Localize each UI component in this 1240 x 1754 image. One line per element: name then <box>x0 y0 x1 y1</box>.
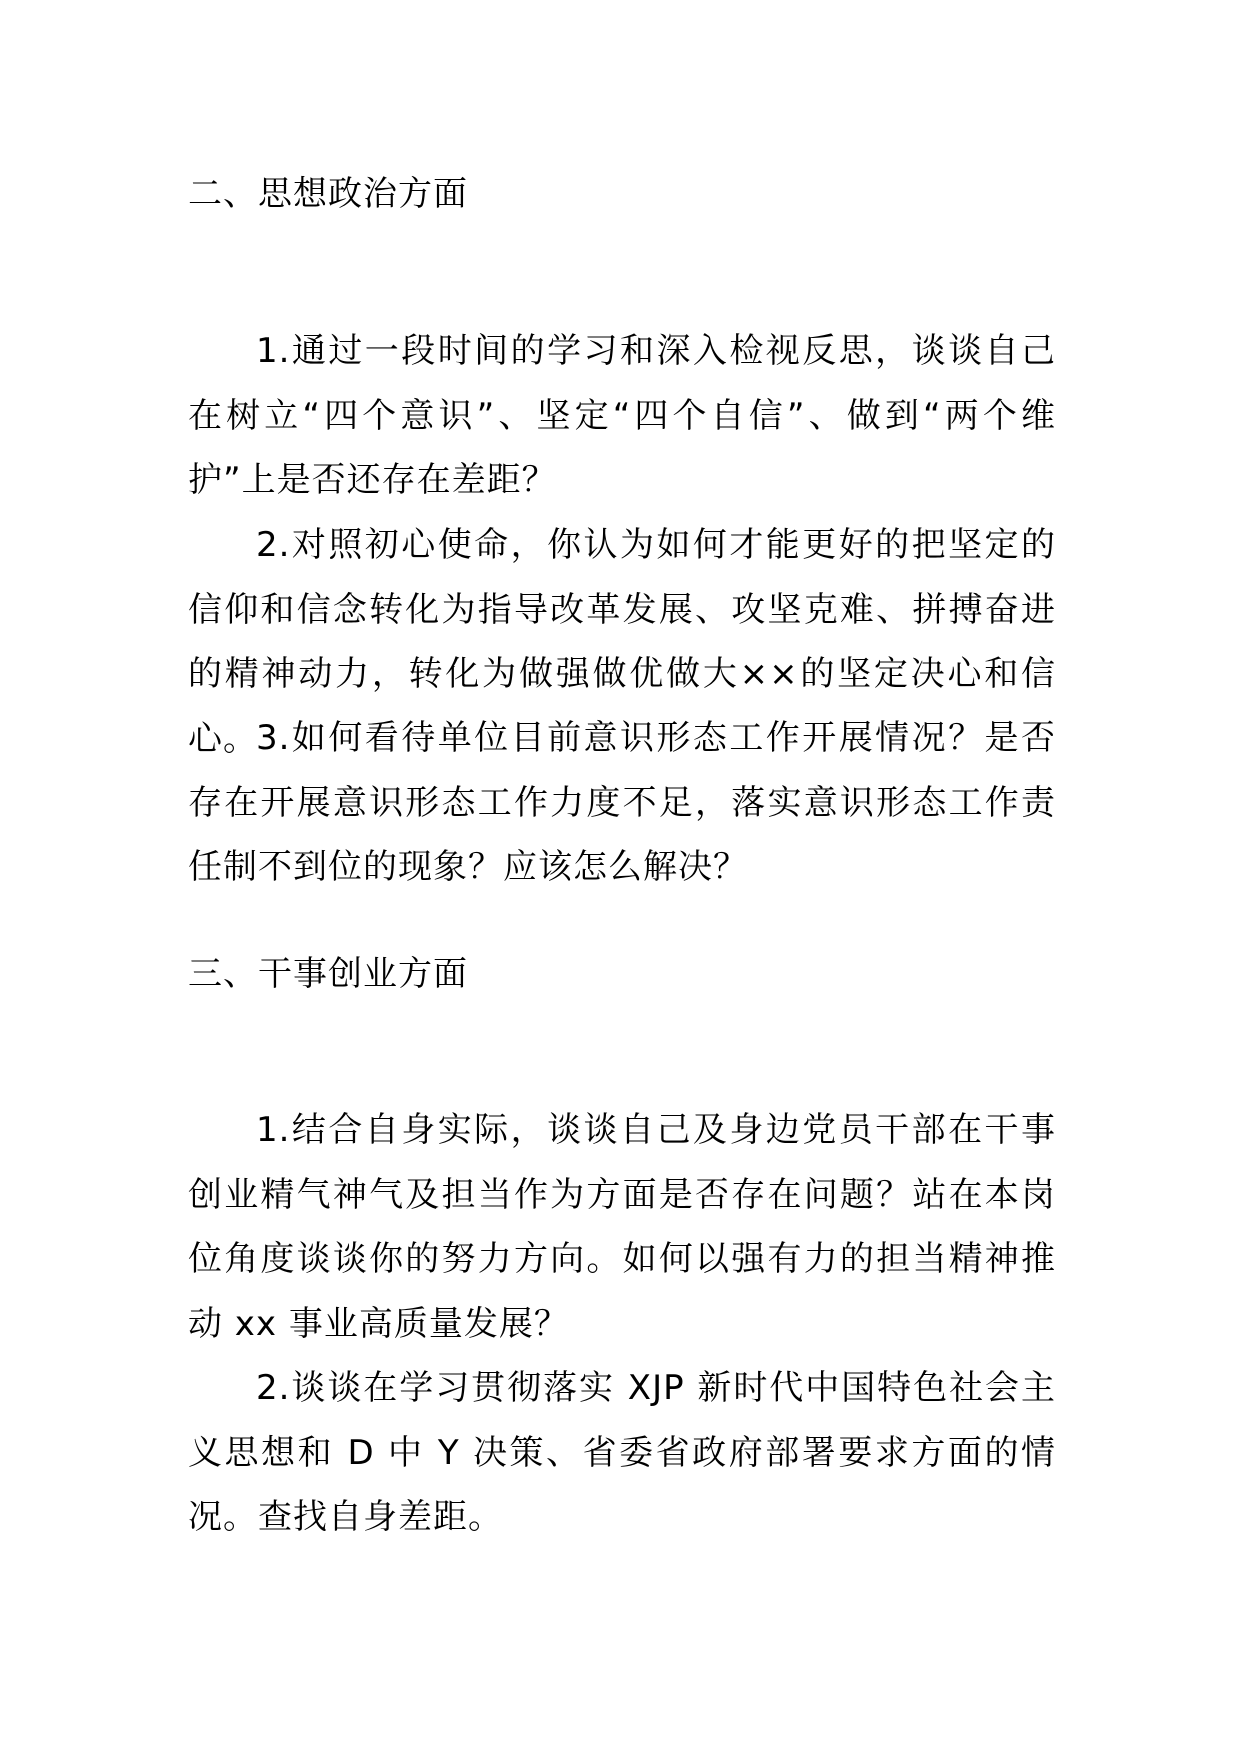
question-paragraph: 2.对照初心使命，你认为如何才能更好的把坚定的信仰和信念转化为指导改革发展、攻坚克难、拼搏奋进的精神动力，转化为做强做优做大××的坚定决心和信心。 <box>188 525 1056 759</box>
question-paragraph: 1.通过一段时间的学习和深入检视反思，谈谈自己在树立“四个意识”、坚定“四个自信”、做到“两个维护”上是否还存在差距？ <box>188 331 1056 500</box>
section-heading-political-thought: 二、思想政治方面 <box>188 174 468 214</box>
question-paragraph: 3.如何看待单位目前意识形态工作开展情况？是否存在开展意识形态工作力度不足，落实意识形态工作责任制不到位的现象？应该怎么解决？ <box>188 718 1056 887</box>
question-paragraph: 1.结合自身实际，谈谈自己及身边党员干部在干事创业精气神气及担当作为方面是否存在问题？站在本岗位角度谈谈你的努力方向。如何以强有力的担当精神推动 xx 事业高质量发展？ <box>188 1110 1056 1344</box>
section-heading-career-work: 三、干事创业方面 <box>188 954 468 994</box>
question-paragraph: 2.谈谈在学习贯彻落实 XJP 新时代中国特色社会主义思想和 D 中 Y 决策、省委省政府部署要求方面的情况。查找自身差距。 <box>188 1368 1056 1537</box>
